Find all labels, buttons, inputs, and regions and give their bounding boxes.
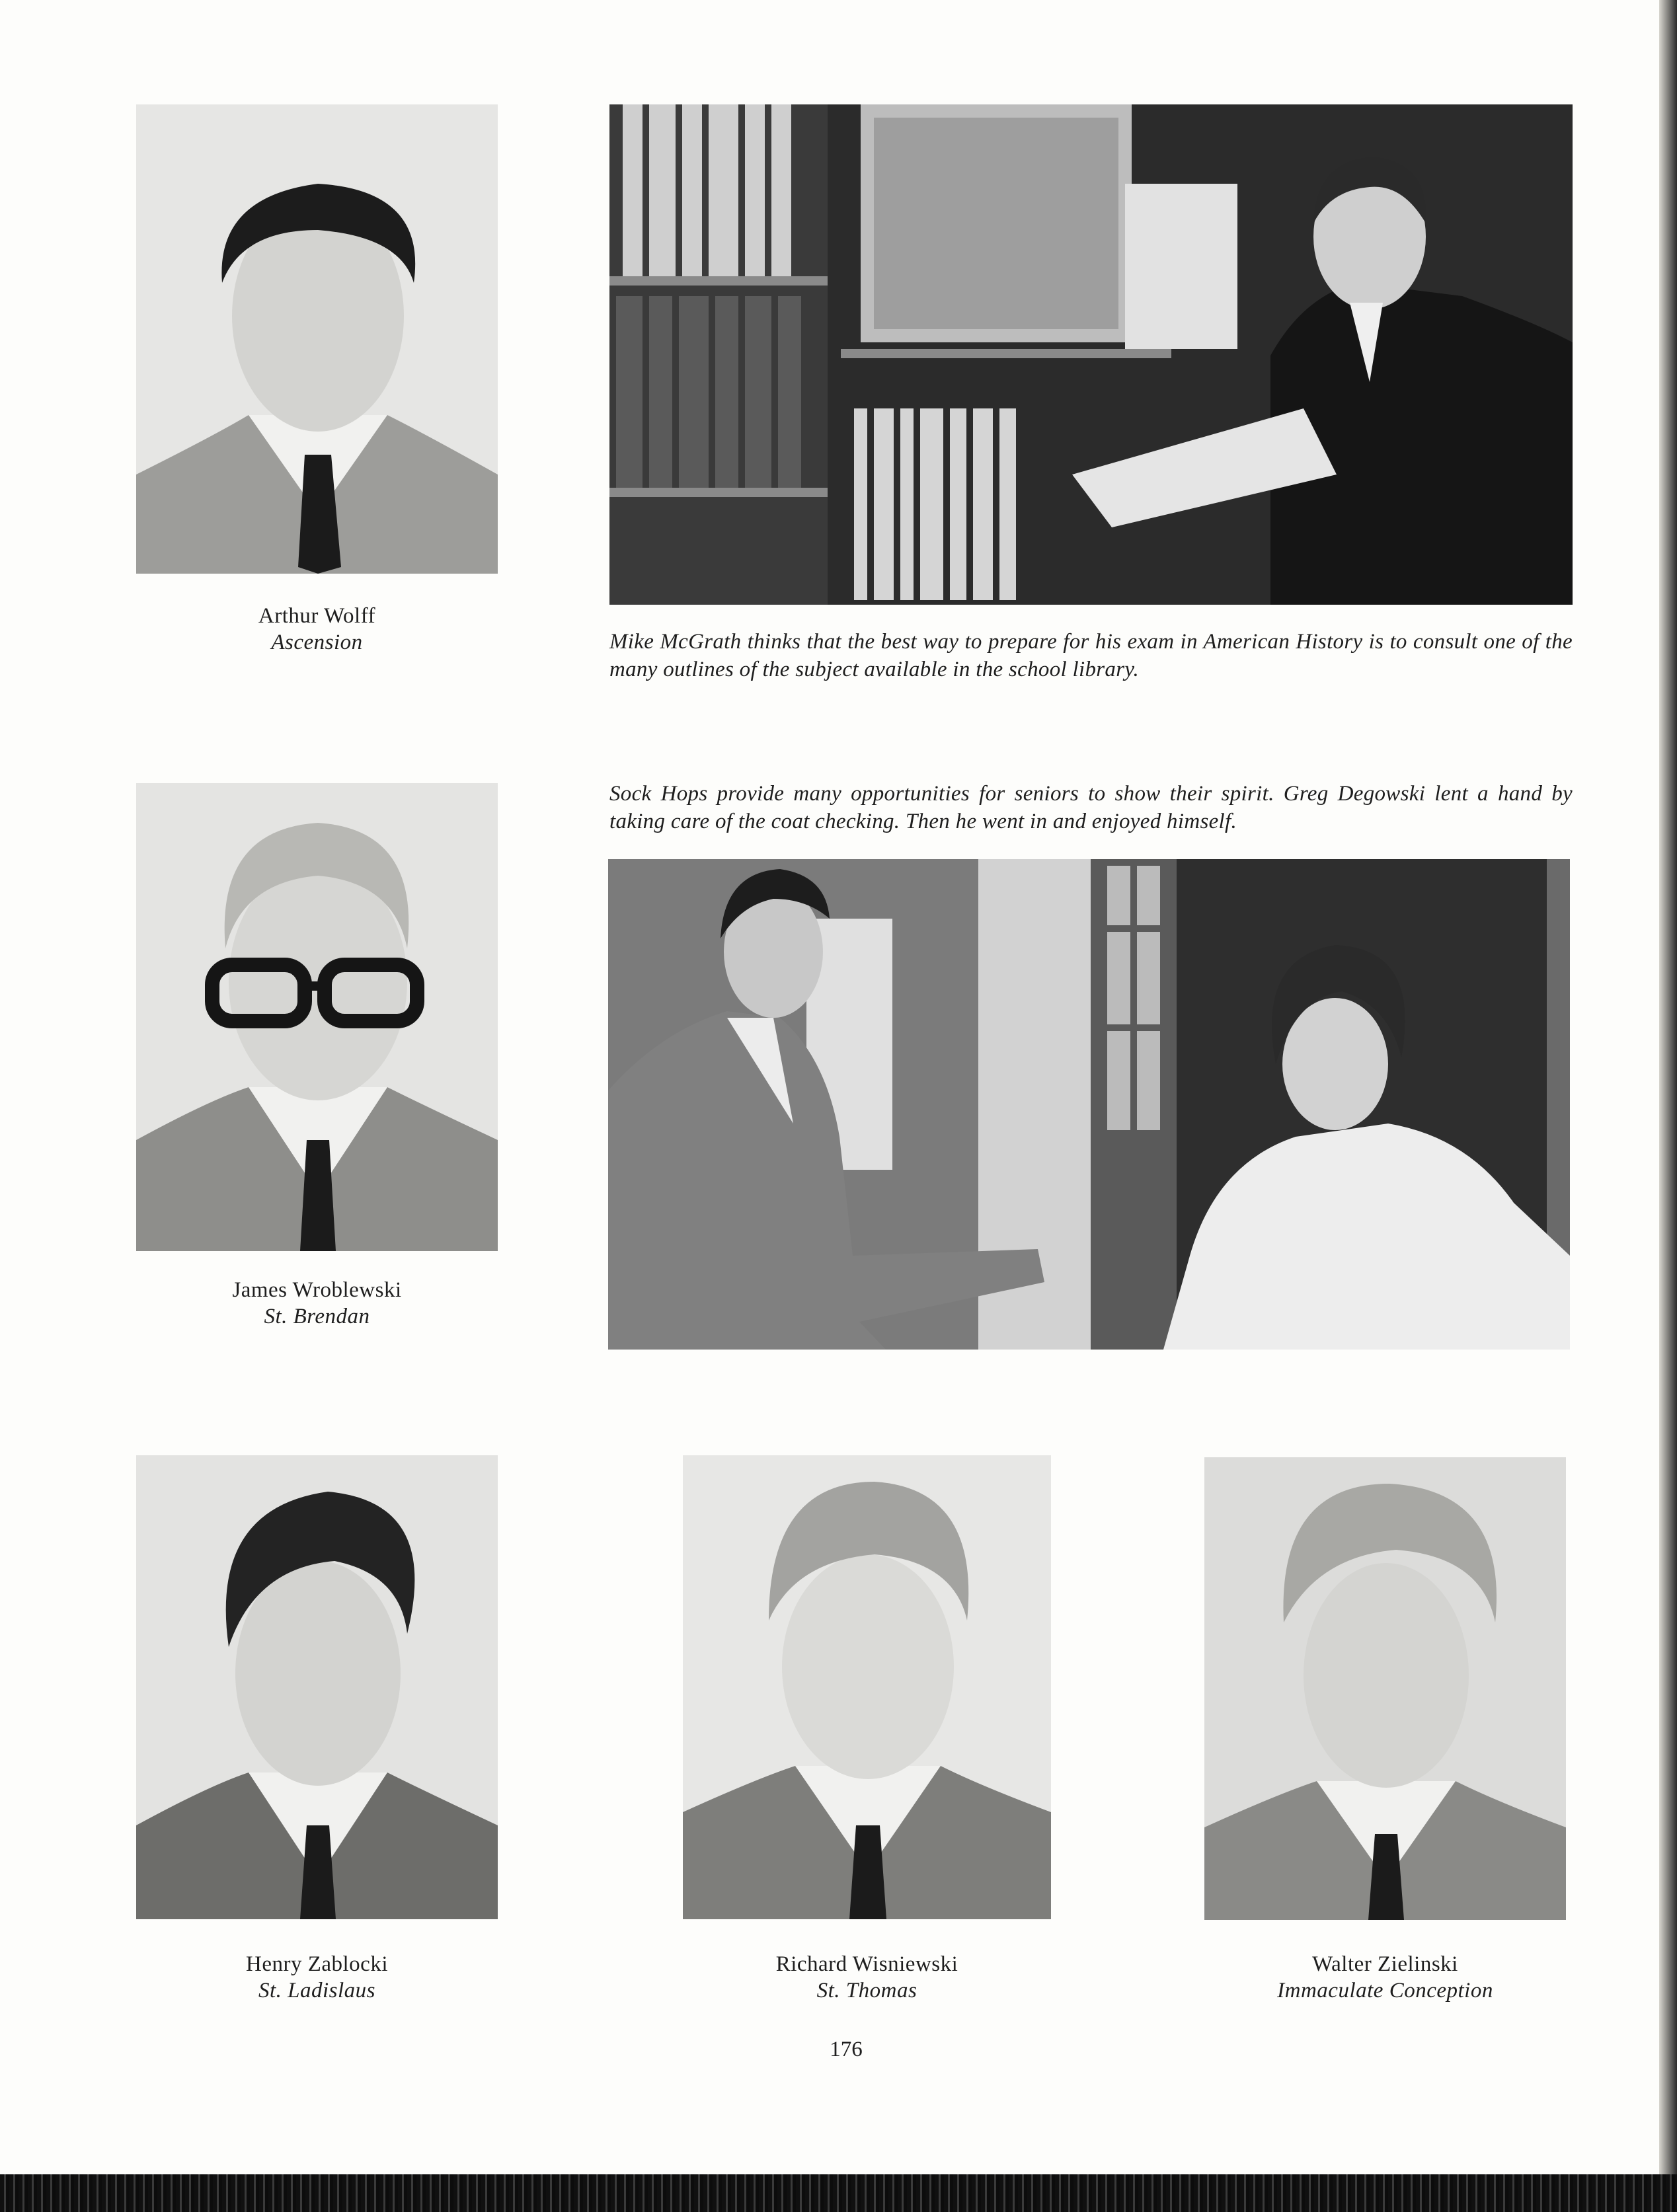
sock-hop-photo: [608, 859, 1570, 1350]
portrait-photo-icon: [1204, 1457, 1566, 1920]
page-edge-shadow: [1659, 0, 1677, 2212]
portrait-caption-richard-wisniewski: [683, 1951, 1051, 2004]
page-number: 176: [830, 2038, 863, 2061]
student-parish: Immaculate Conception: [1277, 1979, 1493, 2002]
sock-hop-photo-caption: Sock Hops provide many opportunities for seniors to show their spirit. Greg Degowski lent a hand by taking care of the coat checking. Then he went in and enjoyed himself.: [609, 782, 1573, 833]
student-name: Arthur Wolff: [258, 604, 376, 628]
student-name: Richard Wisniewski: [775, 1952, 958, 1976]
student-parish: St. Thomas: [816, 1979, 917, 2002]
portrait-photo-icon: [136, 783, 498, 1251]
portrait-photo-james-wroblewski: [136, 783, 498, 1251]
scan-bottom-border: [0, 2174, 1677, 2212]
student-name: Walter Zielinski: [1312, 1952, 1458, 1976]
library-photo: [609, 104, 1573, 605]
portrait-photo-icon: [136, 104, 498, 574]
portrait-caption-henry-zablocki: [136, 1951, 498, 2004]
student-parish: St. Ladislaus: [258, 1979, 376, 2002]
portrait-caption-james-wroblewski: [136, 1277, 498, 1330]
library-bookshelf-photo-icon: [609, 104, 1573, 605]
student-parish: Ascension: [271, 630, 363, 654]
portrait-caption-arthur-wolff: [136, 603, 498, 656]
student-name: Henry Zablocki: [245, 1952, 388, 1976]
student-name: James Wroblewski: [232, 1278, 402, 1302]
portrait-photo-henry-zablocki: [136, 1455, 498, 1919]
portrait-photo-richard-wisniewski: [683, 1455, 1051, 1919]
student-parish: St. Brendan: [264, 1305, 370, 1328]
coat-check-photo-icon: [608, 859, 1570, 1350]
portrait-photo-icon: [683, 1455, 1051, 1919]
library-photo-caption: Mike McGrath thinks that the best way to prepare for his exam in American History is to consult one of the many outlines of the subject available in the school library.: [609, 630, 1573, 681]
portrait-caption-walter-zielinski: [1204, 1951, 1566, 2004]
portrait-photo-icon: [136, 1455, 498, 1919]
portrait-photo-walter-zielinski: [1204, 1457, 1566, 1920]
portrait-photo-arthur-wolff: [136, 104, 498, 574]
